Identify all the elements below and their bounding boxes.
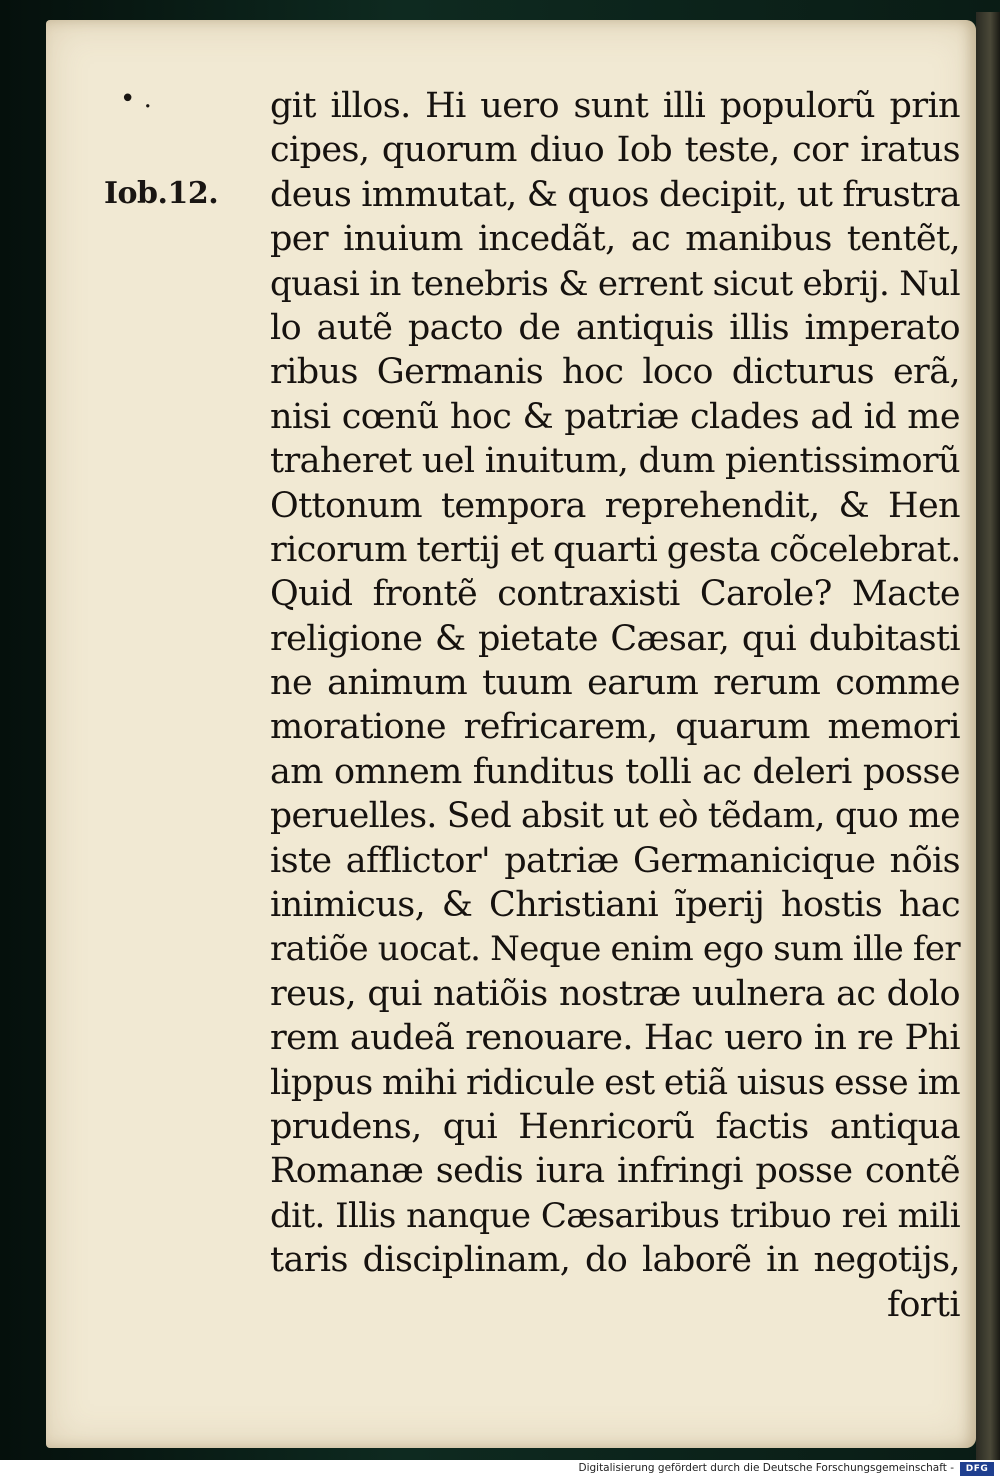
footer-bar (0, 1460, 1000, 1478)
text-line: deus immutat, & quos decipit, ut frustra (270, 174, 960, 215)
text-line: rem audeã renouare. Hac uero in re Phi (270, 1018, 960, 1059)
book-edge (976, 12, 1000, 1462)
dfg-logo: DFG (960, 1462, 994, 1476)
text-line: forti (886, 1284, 960, 1325)
text-line: lippus mihi ridicule est etiã uisus esse im (270, 1062, 960, 1103)
text-line: nisi cœnũ hoc & patriæ clades ad id me (270, 396, 960, 437)
text-line: Quid frontẽ contraxisti Carole? Macte (270, 574, 960, 615)
text-line: lo autẽ pacto de antiquis illis imperato (270, 307, 960, 348)
text-line: iste afflictor' patriæ Germanicique nõis (270, 840, 960, 881)
text-line: quasi in tenebris & errent sicut ebrij. Nul (270, 263, 960, 304)
text-line: cipes, quorum diuo Iob teste, cor iratus (270, 130, 960, 171)
funding-credit: Digitalisierung gefördert durch die Deutsche Forschungsgemeinschaft - (578, 1462, 954, 1474)
text-line: dit. Illis nanque Cæsaribus tribuo rei mili (270, 1195, 960, 1236)
margin-note: Iob.12. (104, 176, 219, 211)
text-line: per inuium incedãt, ac manibus tentẽt, (270, 219, 960, 260)
text-line: git illos. Hi uero sunt illi populorũ prin (270, 86, 960, 126)
text-line: reus, qui natiõis nostræ uulnera ac dolo (270, 973, 960, 1014)
text-line: Ottonum tempora reprehendit, & Hen (270, 485, 960, 526)
text-line: peruelles. Sed absit ut eò tẽdam, quo me (270, 796, 960, 837)
text-line: inimicus, & Christiani ĩperij hostis hac (270, 885, 960, 926)
body-text (270, 84, 960, 1327)
text-line: ricorum tertij et quarti gesta cõcelebrat. (270, 529, 961, 570)
text-line: religione & pietate Cæsar, qui dubitasti (270, 618, 960, 659)
margin-mark: • . (120, 84, 152, 114)
text-line: ne animum tuum earum rerum comme (270, 663, 960, 704)
text-line: ratiõe uocat. Neque enim ego sum ille fer (270, 929, 960, 970)
text-line: moratione refricarem, quarum memori (270, 707, 960, 748)
text-line: ribus Germanis hoc loco dicturus erã, (270, 352, 960, 393)
text-line: prudens, qui Henricorũ factis antiqua (270, 1106, 960, 1147)
text-line: Romanæ sedis iura infringi posse contẽ (270, 1151, 960, 1192)
text-line: am omnem funditus tolli ac deleri posse (270, 751, 960, 792)
text-line: traheret uel inuitum, dum pientissimorũ (270, 441, 960, 482)
text-line: taris disciplinam, do laborẽ in negotijs, (270, 1240, 960, 1281)
